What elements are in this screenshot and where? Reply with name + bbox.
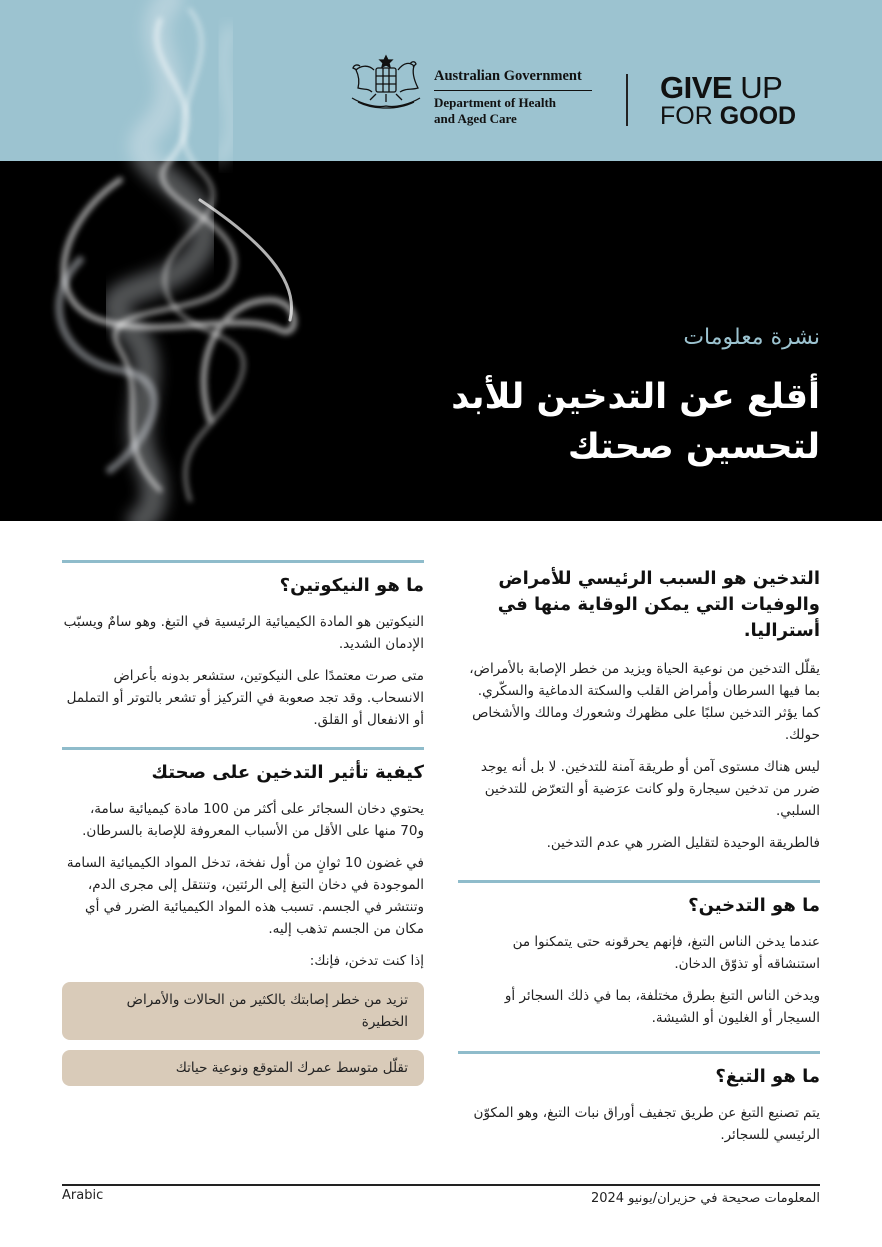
logo-up: UP — [732, 70, 783, 105]
gov-name: Australian Government — [434, 68, 582, 84]
effects-paragraph-2: في غضون 10 ثوانٍ من أول نفخة، تدخل المواد الكيميائية السامة الموجودة في دخان التبغ إلى الرئتين، وتنتقل إلى مجرى الدم، وتنتشر في الجسم. تسبب هذه المواد الكيميائية الضرر في أي مكان من الجسم تذهب إليه. — [66, 855, 424, 937]
department-name — [434, 95, 604, 127]
callout-box-1: تزيد من خطر إصابتك بالكثير من الحالات والأمراض الخطيرة — [62, 982, 424, 1040]
section-divider — [458, 1051, 820, 1054]
page-title: أقلع عن التدخين للأبد لتحسين صحتك — [451, 377, 820, 467]
smoking-paragraph-1: عندما يدخن الناس التبغ، فإنهم يحرقونه حتى يتمكنوا من استنشاقه أو تذوّق الدخان. — [512, 934, 820, 972]
nicotine-paragraph-1: النيكوتين هو المادة الكيميائية الرئيسية في التبغ. وهو سامٌ ويسبّب الإدمان الشديد. — [63, 614, 424, 652]
callout-box-2: تقلّل متوسط عمرك المتوقع ونوعية حياتك — [62, 1050, 424, 1086]
tobacco-heading: ما هو التبغ؟ — [715, 1066, 820, 1087]
logo-separator — [626, 74, 628, 126]
intro-paragraph-1: يقلّل التدخين من نوعية الحياة ويزيد من خطر الإصابة بالأمراض، بما فيها السرطان وأمراض القلب والسكتة الدماغية والسكّري. كما يؤثر التدخين سلبًا على مظهرك وشعورك ومالك والأشخاص حولك. — [469, 661, 820, 743]
nicotine-heading: ما هو النيكوتين؟ — [279, 575, 424, 596]
logo-for: FOR — [660, 102, 720, 130]
footer-date-note: المعلومات صحيحة في حزيران/يونيو 2024 — [590, 1191, 820, 1206]
gov-divider — [434, 90, 592, 91]
footer-language: Arabic — [62, 1188, 104, 1203]
dept-line-2: and Aged Care — [434, 111, 517, 126]
effects-paragraph-1: يحتوي دخان السجائر على أكثر من 100 مادة كيميائية سامة، و70 منها على الأقل من الأسباب المعروفة للإصابة بالسرطان. — [82, 801, 424, 839]
smoking-paragraph-2: ويدخن الناس التبغ بطرق مختلفة، بما في ذلك السجائر أو السيجار أو الغليون أو الشيشة. — [504, 988, 820, 1026]
section-divider — [62, 560, 424, 563]
effects-heading: كيفية تأثير التدخين على صحتك — [151, 762, 424, 783]
logo-give: GIVE — [660, 70, 733, 105]
nicotine-paragraph-2: متى صرت معتمدًا على النيكوتين، ستشعر بدونه بأعراض الانسحاب. وقد تجد صعوبة في التركيز أو تشعر بالتوتر أو التململ أو الانفعال أو القلق. — [66, 668, 424, 728]
give-up-for-good-logo — [660, 70, 797, 130]
hero-subtitle: نشرة معلومات — [683, 325, 820, 350]
section-divider — [62, 747, 424, 750]
left-column — [62, 560, 424, 1094]
smoke-image — [0, 0, 360, 521]
section-divider — [458, 880, 820, 883]
effects-paragraph-3: إذا كنت تدخن، فإنك: — [309, 953, 424, 969]
smoking-heading: ما هو التدخين؟ — [688, 895, 820, 916]
intro-paragraph-3: فالطريقة الوحيدة لتقليل الضرر هي عدم التدخين. — [546, 835, 820, 851]
government-logo — [346, 52, 596, 132]
tobacco-paragraph-1: يتم تصنيع التبغ عن طريق تجفيف أوراق نبات التبغ، وهو المكوّن الرئيسي للسجائر. — [473, 1105, 820, 1143]
logo-good: GOOD — [719, 102, 797, 130]
intro-heading: التدخين هو السبب الرئيسي للأمراض والوفيات التي يمكن الوقاية منها في أستراليا. — [497, 568, 820, 641]
right-column — [458, 560, 820, 1156]
intro-paragraph-2: ليس هناك مستوى آمن أو طريقة آمنة للتدخين. لا بل أنه يوجد ضرر من تدخين سيجارة ولو كانت عرَضية أو التعرّض للتدخين السلبي. — [480, 759, 820, 819]
dept-line-1: Department of Health — [434, 95, 557, 110]
footer-divider — [62, 1184, 820, 1186]
